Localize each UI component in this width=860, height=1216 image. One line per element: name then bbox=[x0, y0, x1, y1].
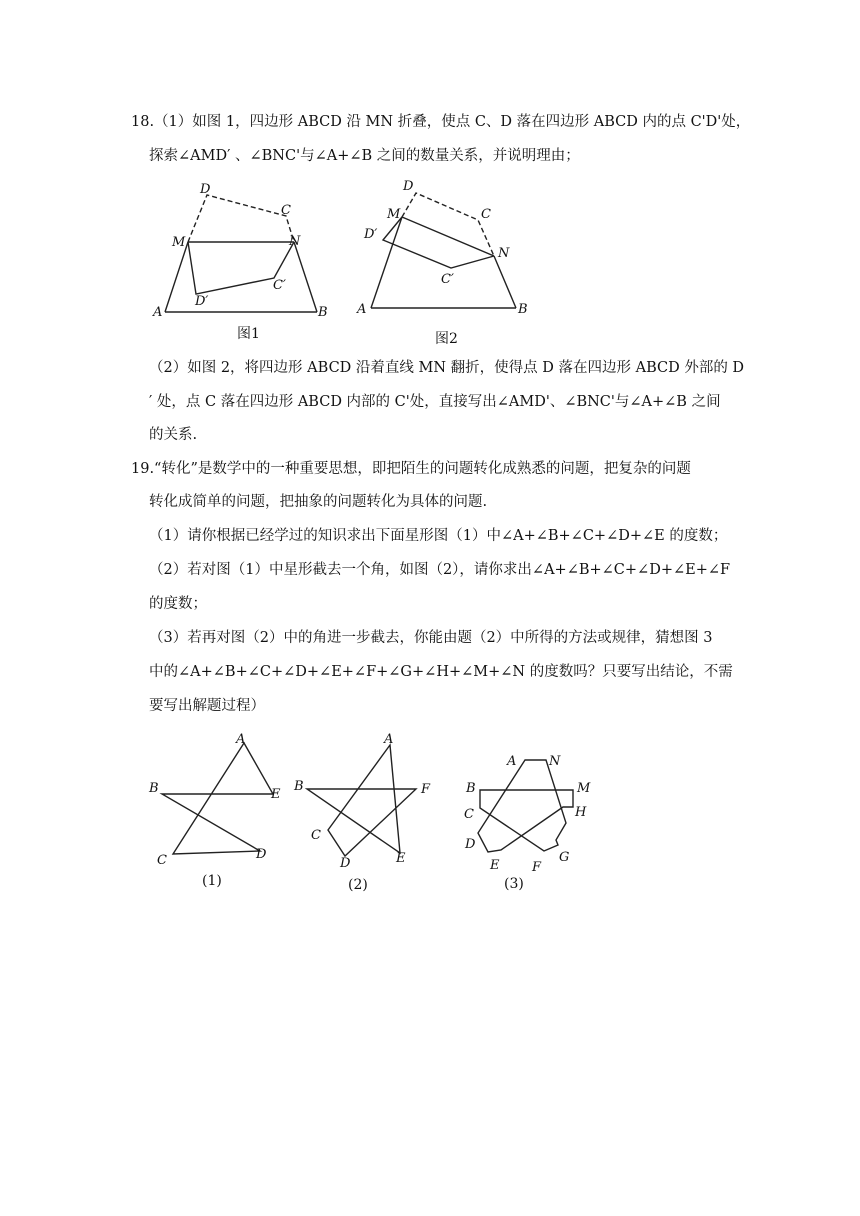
q19-line-4: （2）若对图（1）中星形截去一个角，如图（2），请你求出∠A+∠B+∠C+∠D+∠E+∠F bbox=[149, 562, 731, 578]
star1-label-c: C bbox=[157, 853, 167, 868]
star2-label-a: A bbox=[384, 732, 394, 747]
q19-line-1: 19.“转化”是数学中的一种重要思想，即把陌生的问题转化成熟悉的问题，把复杂的问题 bbox=[131, 461, 691, 477]
q19-line-6: （3）若再对图（2）中的角进一步截去，你能由题（2）中所得的方法或规律，猜想图 3 bbox=[149, 630, 713, 646]
star2-label-f: F bbox=[421, 782, 431, 797]
star1-label-a: A bbox=[236, 732, 246, 747]
star-figure-3 bbox=[455, 745, 605, 895]
star3-label-e: E bbox=[490, 858, 500, 873]
fig2-caption: 图2 bbox=[435, 331, 458, 347]
fig1-caption: 图1 bbox=[237, 326, 260, 342]
star3-label-n: N bbox=[549, 754, 561, 769]
fig1-label-c: C bbox=[281, 203, 291, 218]
star3-label-c: C bbox=[464, 807, 474, 822]
star3-label-d: D bbox=[465, 837, 476, 852]
q19-line-2: 转化成简单的问题，把抽象的问题转化为具体的问题. bbox=[149, 494, 488, 510]
star1-label-d: D bbox=[256, 847, 267, 862]
fig2-label-m: M bbox=[387, 207, 401, 222]
fig1-label-b: B bbox=[318, 305, 328, 320]
star2-label-b: B bbox=[294, 779, 304, 794]
q19-line-8: 要写出解题过程） bbox=[149, 698, 265, 714]
star-2-outline bbox=[307, 745, 416, 856]
star2-caption: (2) bbox=[348, 877, 368, 893]
fig1-label-a: A bbox=[153, 305, 163, 320]
fig2-label-n: N bbox=[498, 246, 510, 261]
q18-line-1: 18.（1）如图 1，四边形 ABCD 沿 MN 折叠，使点 C、D 落在四边形 ABCD 内的点 C'D'处， bbox=[131, 114, 751, 130]
star3-label-f: F bbox=[532, 860, 542, 875]
star2-label-e: E bbox=[396, 851, 406, 866]
q19-line-5: 的度数； bbox=[149, 596, 207, 612]
q18-line-2: 探索∠AMD′ 、∠BNC'与∠A+∠B 之间的数量关系，并说明理由； bbox=[149, 148, 580, 164]
q18-line-5: 的关系. bbox=[149, 427, 198, 443]
q18-line-4: ′ 处，点 C 落在四边形 ABCD 内部的 C'处，直接写出∠AMD'、∠BNC'与∠A+∠B 之间 bbox=[149, 394, 721, 410]
fig2-label-d: D bbox=[403, 179, 414, 194]
star3-label-b: B bbox=[466, 781, 476, 796]
star2-label-d: D bbox=[340, 856, 351, 871]
star3-label-m: M bbox=[577, 781, 591, 796]
fig1-label-n: N bbox=[289, 234, 301, 249]
fig1-label-d: D bbox=[200, 182, 211, 197]
fig2-label-a: A bbox=[357, 302, 367, 317]
star3-label-g: G bbox=[559, 850, 570, 865]
q19-line-7: 中的∠A+∠B+∠C+∠D+∠E+∠F+∠G+∠H+∠M+∠N 的度数吗？只要写出结论，不需 bbox=[149, 664, 733, 680]
figure-1 bbox=[150, 175, 350, 350]
q18-line-3: （2）如图 2，将四边形 ABCD 沿着直线 MN 翻折，使得点 D 落在四边形 ABCD 外部的 D bbox=[149, 360, 745, 376]
star-1-outline bbox=[162, 743, 273, 854]
fig2-label-b: B bbox=[518, 302, 528, 317]
star3-label-h: H bbox=[575, 805, 587, 820]
fig1-label-m: M bbox=[172, 235, 186, 250]
q19-line-3: （1）请你根据已经学过的知识求出下面星形图（1）中∠A+∠B+∠C+∠D+∠E 的度数； bbox=[149, 528, 728, 544]
star-3-outline bbox=[478, 760, 573, 852]
star2-label-c: C bbox=[311, 828, 321, 843]
star-figure-1 bbox=[140, 728, 290, 893]
figure-1-lines bbox=[165, 195, 317, 312]
star1-label-b: B bbox=[149, 781, 159, 796]
fig2-label-d-prime: D′ bbox=[364, 227, 378, 242]
star1-label-e: E bbox=[271, 787, 281, 802]
fig2-label-c-prime: C′ bbox=[441, 272, 454, 287]
star1-caption: (1) bbox=[202, 873, 222, 889]
fig1-label-c-prime: C′ bbox=[273, 278, 286, 293]
fig2-label-c: C bbox=[481, 207, 491, 222]
figure-2 bbox=[355, 175, 535, 350]
star-figure-2 bbox=[290, 728, 440, 898]
star3-caption: (3) bbox=[504, 876, 524, 892]
star3-label-a: A bbox=[507, 754, 517, 769]
fig1-label-d-prime: D′ bbox=[195, 294, 209, 309]
